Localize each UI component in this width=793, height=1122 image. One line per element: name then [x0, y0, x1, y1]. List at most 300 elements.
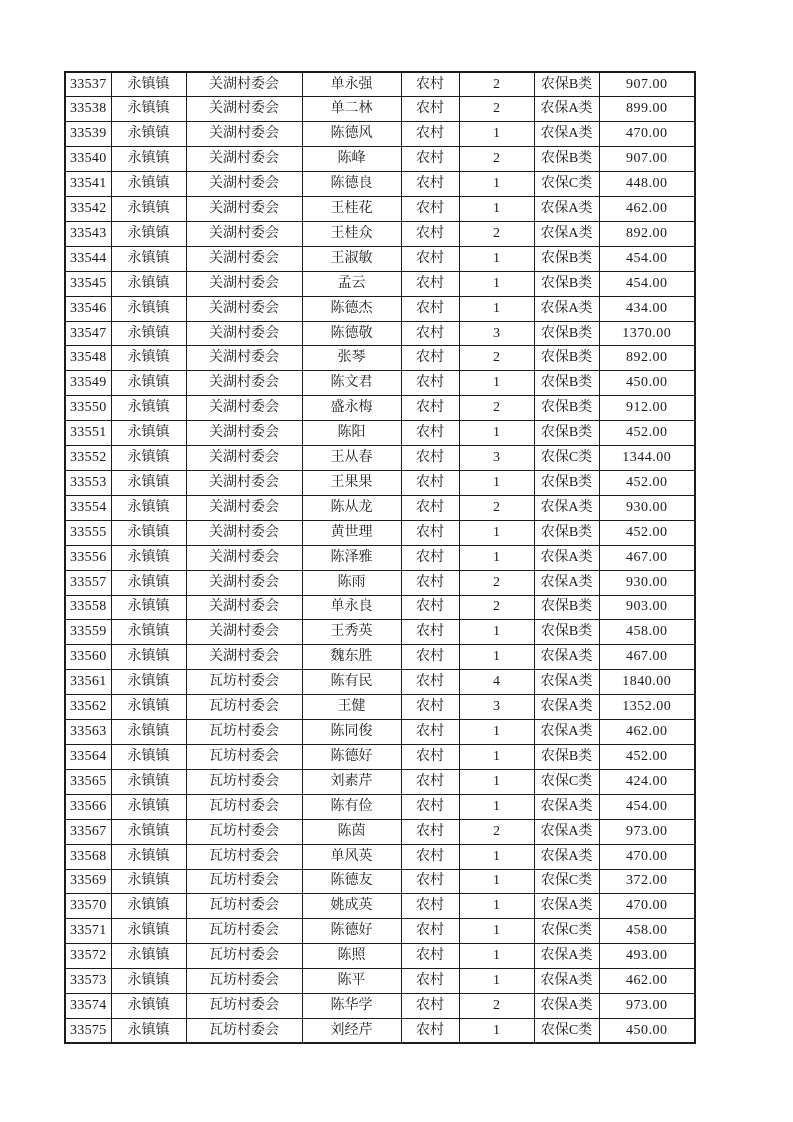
cell-record-id: 33554 — [65, 495, 111, 520]
cell-residence-type: 农村 — [401, 346, 459, 371]
cell-insurance-category: 农保A类 — [534, 122, 599, 147]
cell-insurance-category: 农保C类 — [534, 869, 599, 894]
cell-insurance-category: 农保C类 — [534, 1018, 599, 1043]
cell-person-name: 陈雨 — [302, 570, 401, 595]
cell-headcount: 1 — [459, 720, 534, 745]
cell-residence-type: 农村 — [401, 520, 459, 545]
cell-person-name: 陈阳 — [302, 421, 401, 446]
cell-residence-type: 农村 — [401, 122, 459, 147]
table-row — [65, 1018, 695, 1043]
cell-headcount: 1 — [459, 545, 534, 570]
cell-amount: 899.00 — [599, 97, 695, 122]
cell-residence-type: 农村 — [401, 1018, 459, 1043]
cell-record-id: 33557 — [65, 570, 111, 595]
cell-residence-type: 农村 — [401, 545, 459, 570]
cell-record-id: 33564 — [65, 744, 111, 769]
table-row — [65, 346, 695, 371]
cell-amount: 903.00 — [599, 595, 695, 620]
cell-insurance-category: 农保B类 — [534, 246, 599, 271]
cell-insurance-category: 农保B类 — [534, 595, 599, 620]
cell-headcount: 1 — [459, 296, 534, 321]
cell-town: 永镇镇 — [111, 670, 186, 695]
cell-headcount: 2 — [459, 570, 534, 595]
cell-insurance-category: 农保A类 — [534, 670, 599, 695]
cell-headcount: 3 — [459, 321, 534, 346]
table-row — [65, 994, 695, 1019]
cell-amount: 452.00 — [599, 471, 695, 496]
cell-insurance-category: 农保A类 — [534, 819, 599, 844]
cell-headcount: 1 — [459, 172, 534, 197]
table-row — [65, 720, 695, 745]
cell-person-name: 姚成英 — [302, 894, 401, 919]
cell-person-name: 单二林 — [302, 97, 401, 122]
table-row — [65, 670, 695, 695]
cell-insurance-category: 农保A类 — [534, 695, 599, 720]
cell-record-id: 33539 — [65, 122, 111, 147]
cell-amount: 450.00 — [599, 1018, 695, 1043]
cell-insurance-category: 农保A类 — [534, 97, 599, 122]
cell-village-committee: 瓦坊村委会 — [186, 670, 302, 695]
cell-person-name: 王淑敏 — [302, 246, 401, 271]
cell-village-committee: 关湖村委会 — [186, 246, 302, 271]
cell-residence-type: 农村 — [401, 969, 459, 994]
cell-residence-type: 农村 — [401, 97, 459, 122]
table-row — [65, 869, 695, 894]
cell-residence-type: 农村 — [401, 197, 459, 222]
cell-town: 永镇镇 — [111, 72, 186, 97]
cell-village-committee: 关湖村委会 — [186, 221, 302, 246]
cell-insurance-category: 农保B类 — [534, 321, 599, 346]
cell-village-committee: 关湖村委会 — [186, 520, 302, 545]
cell-village-committee: 瓦坊村委会 — [186, 844, 302, 869]
cell-person-name: 陈泽雅 — [302, 545, 401, 570]
cell-headcount: 3 — [459, 695, 534, 720]
cell-amount: 1352.00 — [599, 695, 695, 720]
cell-insurance-category: 农保B类 — [534, 744, 599, 769]
cell-amount: 973.00 — [599, 819, 695, 844]
cell-village-committee: 瓦坊村委会 — [186, 769, 302, 794]
cell-headcount: 4 — [459, 670, 534, 695]
cell-record-id: 33558 — [65, 595, 111, 620]
cell-amount: 930.00 — [599, 570, 695, 595]
cell-insurance-category: 农保A类 — [534, 994, 599, 1019]
cell-person-name: 陈从龙 — [302, 495, 401, 520]
table-row — [65, 147, 695, 172]
cell-village-committee: 关湖村委会 — [186, 545, 302, 570]
cell-headcount: 1 — [459, 844, 534, 869]
cell-residence-type: 农村 — [401, 321, 459, 346]
table-row — [65, 570, 695, 595]
cell-village-committee: 瓦坊村委会 — [186, 994, 302, 1019]
cell-insurance-category: 农保B类 — [534, 471, 599, 496]
cell-amount: 454.00 — [599, 794, 695, 819]
cell-insurance-category: 农保B类 — [534, 271, 599, 296]
cell-record-id: 33543 — [65, 221, 111, 246]
table-row — [65, 944, 695, 969]
cell-village-committee: 瓦坊村委会 — [186, 720, 302, 745]
table-row — [65, 844, 695, 869]
cell-insurance-category: 农保B类 — [534, 421, 599, 446]
cell-headcount: 1 — [459, 122, 534, 147]
cell-record-id: 33555 — [65, 520, 111, 545]
cell-town: 永镇镇 — [111, 620, 186, 645]
cell-person-name: 盛永梅 — [302, 396, 401, 421]
cell-amount: 458.00 — [599, 919, 695, 944]
cell-headcount: 1 — [459, 769, 534, 794]
cell-residence-type: 农村 — [401, 670, 459, 695]
cell-insurance-category: 农保A类 — [534, 944, 599, 969]
cell-record-id: 33565 — [65, 769, 111, 794]
cell-headcount: 1 — [459, 421, 534, 446]
cell-headcount: 2 — [459, 97, 534, 122]
cell-town: 永镇镇 — [111, 720, 186, 745]
cell-record-id: 33541 — [65, 172, 111, 197]
table-row — [65, 620, 695, 645]
table-row — [65, 197, 695, 222]
cell-village-committee: 瓦坊村委会 — [186, 819, 302, 844]
cell-insurance-category: 农保A类 — [534, 197, 599, 222]
cell-town: 永镇镇 — [111, 520, 186, 545]
cell-person-name: 孟云 — [302, 271, 401, 296]
cell-insurance-category: 农保B类 — [534, 346, 599, 371]
cell-village-committee: 关湖村委会 — [186, 147, 302, 172]
cell-residence-type: 农村 — [401, 72, 459, 97]
cell-amount: 462.00 — [599, 197, 695, 222]
cell-residence-type: 农村 — [401, 246, 459, 271]
cell-residence-type: 农村 — [401, 894, 459, 919]
cell-headcount: 1 — [459, 1018, 534, 1043]
cell-insurance-category: 农保A类 — [534, 720, 599, 745]
cell-record-id: 33567 — [65, 819, 111, 844]
cell-town: 永镇镇 — [111, 122, 186, 147]
cell-insurance-category: 农保A类 — [534, 894, 599, 919]
cell-town: 永镇镇 — [111, 421, 186, 446]
table-row — [65, 744, 695, 769]
cell-record-id: 33542 — [65, 197, 111, 222]
cell-town: 永镇镇 — [111, 396, 186, 421]
cell-headcount: 1 — [459, 520, 534, 545]
cell-person-name: 王桂花 — [302, 197, 401, 222]
cell-town: 永镇镇 — [111, 446, 186, 471]
cell-amount: 452.00 — [599, 421, 695, 446]
table-row — [65, 221, 695, 246]
cell-town: 永镇镇 — [111, 570, 186, 595]
cell-town: 永镇镇 — [111, 994, 186, 1019]
cell-residence-type: 农村 — [401, 620, 459, 645]
cell-record-id: 33550 — [65, 396, 111, 421]
cell-headcount: 2 — [459, 495, 534, 520]
cell-record-id: 33569 — [65, 869, 111, 894]
cell-village-committee: 瓦坊村委会 — [186, 969, 302, 994]
cell-headcount: 1 — [459, 894, 534, 919]
cell-record-id: 33546 — [65, 296, 111, 321]
cell-person-name: 陈照 — [302, 944, 401, 969]
cell-insurance-category: 农保A类 — [534, 495, 599, 520]
table-row — [65, 271, 695, 296]
table-row — [65, 919, 695, 944]
cell-town: 永镇镇 — [111, 844, 186, 869]
cell-record-id: 33551 — [65, 421, 111, 446]
cell-amount: 907.00 — [599, 147, 695, 172]
cell-headcount: 2 — [459, 221, 534, 246]
cell-insurance-category: 农保A类 — [534, 844, 599, 869]
cell-record-id: 33562 — [65, 695, 111, 720]
cell-person-name: 陈平 — [302, 969, 401, 994]
cell-village-committee: 关湖村委会 — [186, 421, 302, 446]
cell-amount: 470.00 — [599, 122, 695, 147]
cell-town: 永镇镇 — [111, 471, 186, 496]
cell-insurance-category: 农保B类 — [534, 72, 599, 97]
cell-town: 永镇镇 — [111, 1018, 186, 1043]
cell-record-id: 33571 — [65, 919, 111, 944]
cell-amount: 493.00 — [599, 944, 695, 969]
cell-town: 永镇镇 — [111, 869, 186, 894]
cell-insurance-category: 农保B类 — [534, 147, 599, 172]
cell-insurance-category: 农保A类 — [534, 545, 599, 570]
table-row — [65, 595, 695, 620]
cell-record-id: 33538 — [65, 97, 111, 122]
table-row — [65, 97, 695, 122]
cell-residence-type: 农村 — [401, 844, 459, 869]
cell-village-committee: 瓦坊村委会 — [186, 919, 302, 944]
cell-town: 永镇镇 — [111, 371, 186, 396]
cell-town: 永镇镇 — [111, 545, 186, 570]
cell-record-id: 33559 — [65, 620, 111, 645]
cell-record-id: 33566 — [65, 794, 111, 819]
cell-headcount: 2 — [459, 147, 534, 172]
cell-residence-type: 农村 — [401, 944, 459, 969]
cell-village-committee: 关湖村委会 — [186, 346, 302, 371]
cell-village-committee: 关湖村委会 — [186, 396, 302, 421]
table-row — [65, 645, 695, 670]
cell-person-name: 单永强 — [302, 72, 401, 97]
cell-headcount: 1 — [459, 197, 534, 222]
cell-record-id: 33573 — [65, 969, 111, 994]
cell-village-committee: 关湖村委会 — [186, 471, 302, 496]
cell-insurance-category: 农保A类 — [534, 794, 599, 819]
table-row — [65, 471, 695, 496]
cell-amount: 454.00 — [599, 246, 695, 271]
cell-amount: 912.00 — [599, 396, 695, 421]
cell-residence-type: 农村 — [401, 994, 459, 1019]
table-row — [65, 421, 695, 446]
cell-record-id: 33553 — [65, 471, 111, 496]
cell-town: 永镇镇 — [111, 769, 186, 794]
cell-village-committee: 关湖村委会 — [186, 97, 302, 122]
cell-person-name: 陈德好 — [302, 744, 401, 769]
cell-headcount: 1 — [459, 645, 534, 670]
cell-record-id: 33547 — [65, 321, 111, 346]
cell-village-committee: 关湖村委会 — [186, 371, 302, 396]
cell-insurance-category: 农保A类 — [534, 296, 599, 321]
cell-village-committee: 瓦坊村委会 — [186, 944, 302, 969]
cell-headcount: 1 — [459, 620, 534, 645]
cell-residence-type: 农村 — [401, 421, 459, 446]
cell-headcount: 2 — [459, 819, 534, 844]
table-row — [65, 819, 695, 844]
cell-town: 永镇镇 — [111, 246, 186, 271]
benefits-table — [64, 71, 696, 1044]
cell-person-name: 王从春 — [302, 446, 401, 471]
cell-village-committee: 瓦坊村委会 — [186, 744, 302, 769]
cell-person-name: 陈有民 — [302, 670, 401, 695]
cell-insurance-category: 农保B类 — [534, 620, 599, 645]
table-row — [65, 495, 695, 520]
cell-headcount: 1 — [459, 919, 534, 944]
cell-person-name: 王秀英 — [302, 620, 401, 645]
cell-amount: 907.00 — [599, 72, 695, 97]
cell-residence-type: 农村 — [401, 271, 459, 296]
cell-person-name: 黄世理 — [302, 520, 401, 545]
cell-person-name: 陈同俊 — [302, 720, 401, 745]
cell-headcount: 1 — [459, 969, 534, 994]
cell-amount: 1370.00 — [599, 321, 695, 346]
cell-town: 永镇镇 — [111, 321, 186, 346]
cell-person-name: 陈峰 — [302, 147, 401, 172]
table-row — [65, 371, 695, 396]
table-row — [65, 969, 695, 994]
cell-town: 永镇镇 — [111, 147, 186, 172]
cell-amount: 467.00 — [599, 545, 695, 570]
table-row — [65, 794, 695, 819]
cell-record-id: 33545 — [65, 271, 111, 296]
cell-headcount: 1 — [459, 371, 534, 396]
cell-insurance-category: 农保B类 — [534, 520, 599, 545]
cell-town: 永镇镇 — [111, 894, 186, 919]
cell-headcount: 1 — [459, 869, 534, 894]
table-row — [65, 72, 695, 97]
cell-amount: 462.00 — [599, 969, 695, 994]
cell-town: 永镇镇 — [111, 495, 186, 520]
cell-headcount: 1 — [459, 471, 534, 496]
cell-village-committee: 瓦坊村委会 — [186, 894, 302, 919]
cell-amount: 892.00 — [599, 346, 695, 371]
cell-record-id: 33540 — [65, 147, 111, 172]
cell-record-id: 33549 — [65, 371, 111, 396]
cell-residence-type: 农村 — [401, 495, 459, 520]
cell-record-id: 33552 — [65, 446, 111, 471]
cell-person-name: 单永良 — [302, 595, 401, 620]
cell-record-id: 33548 — [65, 346, 111, 371]
cell-headcount: 2 — [459, 595, 534, 620]
cell-record-id: 33570 — [65, 894, 111, 919]
cell-amount: 458.00 — [599, 620, 695, 645]
cell-person-name: 陈德友 — [302, 869, 401, 894]
cell-record-id: 33568 — [65, 844, 111, 869]
cell-residence-type: 农村 — [401, 819, 459, 844]
cell-residence-type: 农村 — [401, 595, 459, 620]
cell-person-name: 陈德好 — [302, 919, 401, 944]
table-row — [65, 321, 695, 346]
table-row — [65, 545, 695, 570]
cell-village-committee: 关湖村委会 — [186, 321, 302, 346]
cell-record-id: 33574 — [65, 994, 111, 1019]
cell-amount: 470.00 — [599, 894, 695, 919]
cell-amount: 470.00 — [599, 844, 695, 869]
cell-amount: 930.00 — [599, 495, 695, 520]
cell-person-name: 张琴 — [302, 346, 401, 371]
cell-village-committee: 关湖村委会 — [186, 570, 302, 595]
cell-insurance-category: 农保B类 — [534, 396, 599, 421]
cell-town: 永镇镇 — [111, 346, 186, 371]
cell-insurance-category: 农保C类 — [534, 919, 599, 944]
cell-insurance-category: 农保C类 — [534, 172, 599, 197]
cell-amount: 1840.00 — [599, 670, 695, 695]
cell-village-committee: 关湖村委会 — [186, 495, 302, 520]
cell-person-name: 陈德杰 — [302, 296, 401, 321]
cell-headcount: 3 — [459, 446, 534, 471]
table-row — [65, 769, 695, 794]
cell-town: 永镇镇 — [111, 97, 186, 122]
cell-headcount: 1 — [459, 944, 534, 969]
cell-insurance-category: 农保A类 — [534, 645, 599, 670]
cell-person-name: 王果果 — [302, 471, 401, 496]
cell-residence-type: 农村 — [401, 446, 459, 471]
cell-insurance-category: 农保A类 — [534, 570, 599, 595]
cell-village-committee: 关湖村委会 — [186, 446, 302, 471]
table-row — [65, 446, 695, 471]
table-row — [65, 520, 695, 545]
cell-record-id: 33556 — [65, 545, 111, 570]
cell-residence-type: 农村 — [401, 919, 459, 944]
cell-village-committee: 瓦坊村委会 — [186, 794, 302, 819]
cell-amount: 973.00 — [599, 994, 695, 1019]
cell-village-committee: 关湖村委会 — [186, 271, 302, 296]
cell-town: 永镇镇 — [111, 197, 186, 222]
cell-person-name: 陈德良 — [302, 172, 401, 197]
cell-person-name: 王桂众 — [302, 221, 401, 246]
cell-person-name: 陈德敬 — [302, 321, 401, 346]
cell-residence-type: 农村 — [401, 147, 459, 172]
cell-amount: 452.00 — [599, 744, 695, 769]
cell-amount: 372.00 — [599, 869, 695, 894]
cell-residence-type: 农村 — [401, 794, 459, 819]
cell-amount: 467.00 — [599, 645, 695, 670]
cell-village-committee: 关湖村委会 — [186, 296, 302, 321]
cell-village-committee: 瓦坊村委会 — [186, 1018, 302, 1043]
cell-headcount: 1 — [459, 246, 534, 271]
cell-headcount: 2 — [459, 72, 534, 97]
cell-record-id: 33561 — [65, 670, 111, 695]
cell-record-id: 33537 — [65, 72, 111, 97]
cell-village-committee: 关湖村委会 — [186, 595, 302, 620]
cell-residence-type: 农村 — [401, 869, 459, 894]
cell-insurance-category: 农保C类 — [534, 446, 599, 471]
cell-headcount: 1 — [459, 794, 534, 819]
cell-record-id: 33572 — [65, 944, 111, 969]
table-row — [65, 695, 695, 720]
cell-village-committee: 关湖村委会 — [186, 172, 302, 197]
cell-residence-type: 农村 — [401, 645, 459, 670]
cell-insurance-category: 农保C类 — [534, 769, 599, 794]
cell-village-committee: 瓦坊村委会 — [186, 869, 302, 894]
table-row — [65, 894, 695, 919]
cell-town: 永镇镇 — [111, 969, 186, 994]
cell-residence-type: 农村 — [401, 172, 459, 197]
cell-person-name: 王健 — [302, 695, 401, 720]
cell-village-committee: 关湖村委会 — [186, 645, 302, 670]
cell-amount: 434.00 — [599, 296, 695, 321]
cell-record-id: 33575 — [65, 1018, 111, 1043]
cell-headcount: 1 — [459, 271, 534, 296]
cell-insurance-category: 农保B类 — [534, 371, 599, 396]
cell-town: 永镇镇 — [111, 172, 186, 197]
cell-village-committee: 关湖村委会 — [186, 197, 302, 222]
table-row — [65, 172, 695, 197]
cell-person-name: 陈华学 — [302, 994, 401, 1019]
cell-village-committee: 关湖村委会 — [186, 620, 302, 645]
cell-headcount: 2 — [459, 994, 534, 1019]
